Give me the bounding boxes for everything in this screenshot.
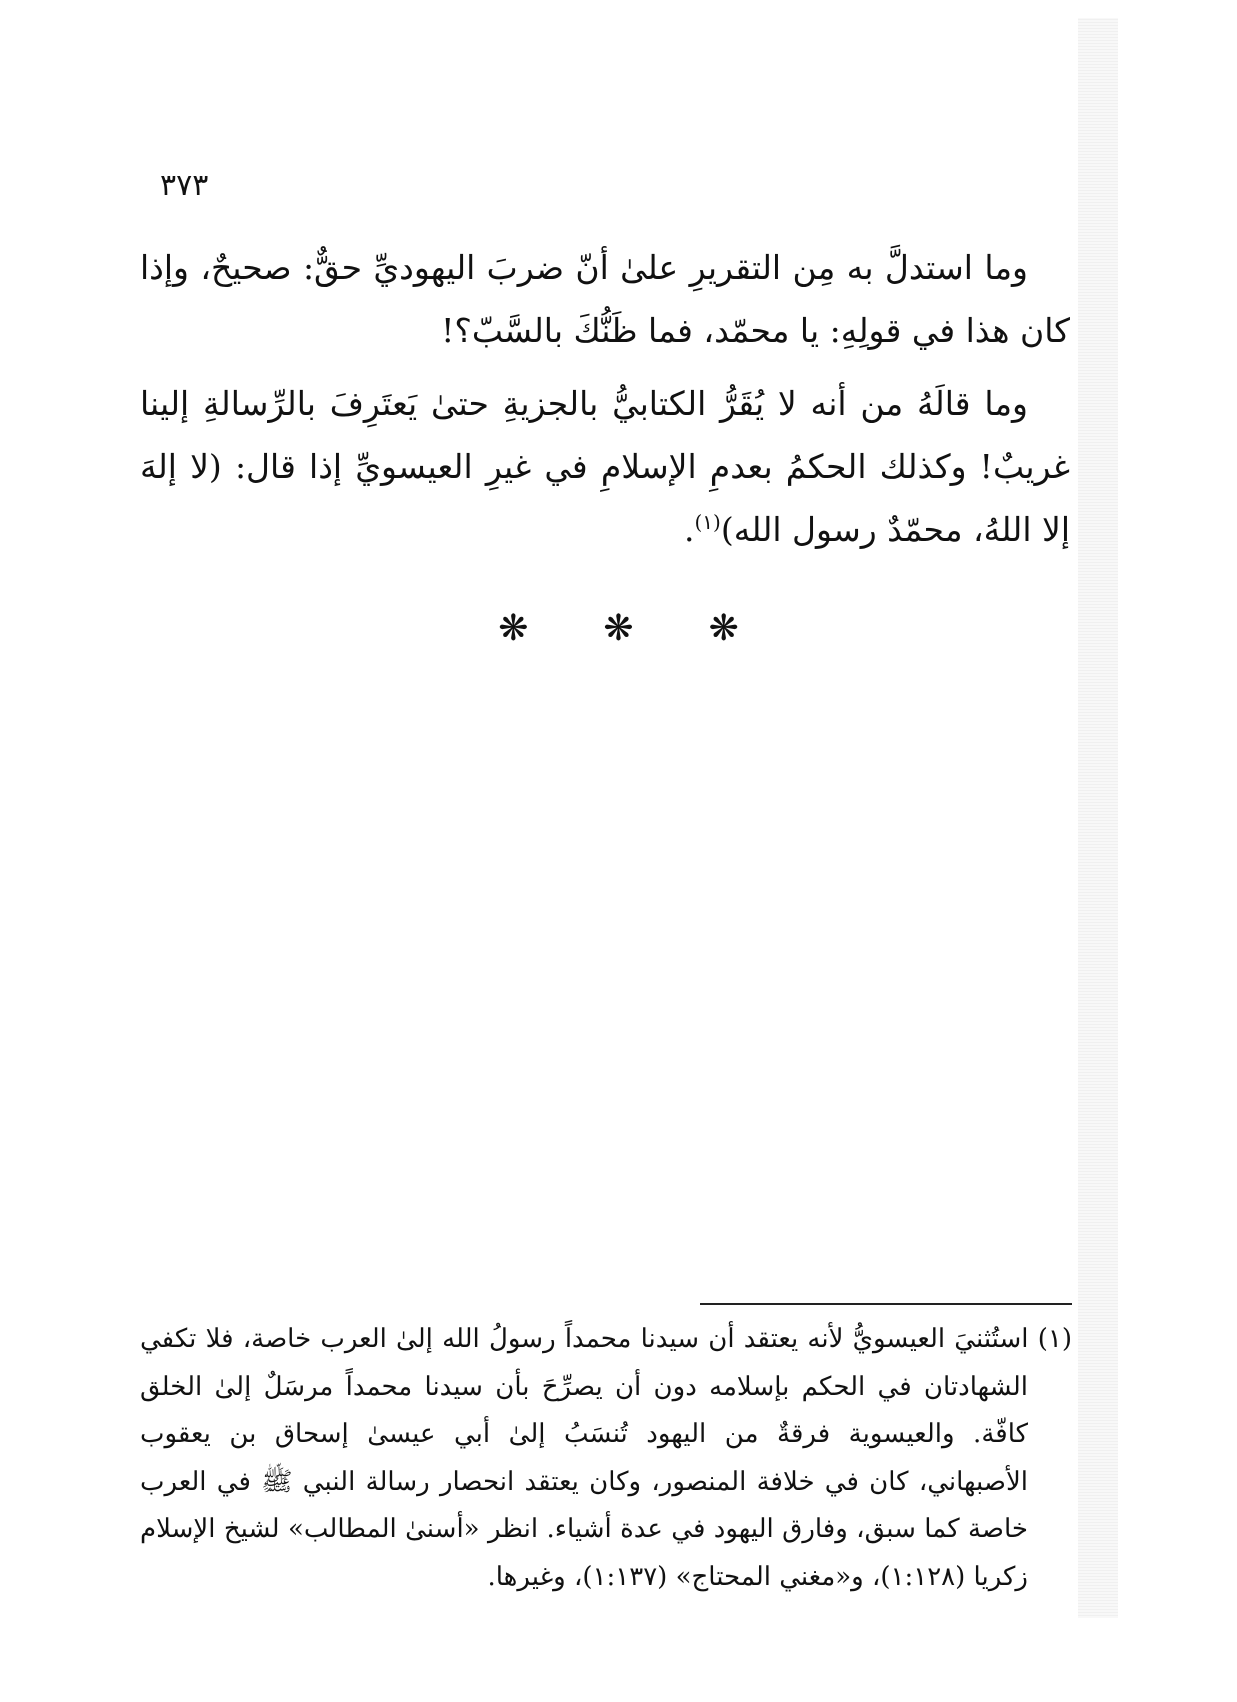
footnote-marker: (١)	[694, 510, 721, 534]
separator-star-icon: ❋	[603, 608, 634, 649]
separator-star-icon: ❋	[498, 608, 529, 649]
scan-edge-shadow	[1078, 18, 1118, 1618]
separator-star-icon: ❋	[708, 608, 739, 649]
paragraph-1: وما استدلَّ به مِن التقريرِ علىٰ أنّ ضربَ اليهوديِّ حقٌّ: صحيحٌ، وإذا كان هذا في قولِهِ: يا محمّد، فما ظَنُّكَ بالسَّبّ؟!	[140, 248, 1070, 350]
paragraph-2-end: .	[683, 510, 695, 549]
footnotes	[140, 1316, 1072, 1601]
footnote-1: (١) استُثنيَ العيسويُّ لأنه يعتقد أن سيدنا محمداً رسولُ الله إلىٰ العرب خاصة، فلا تكفي الشهادتان في الحكم بإسلامه دون أن يصرِّحَ بأن سيدنا محمداً مرسَلٌ إلىٰ الخلق كافّة. والعيسوية فرقةٌ من اليهود تُنسَبُ إلىٰ أبي عيسىٰ إسحاق بن يعقوب الأصبهاني، كان في خلافة المنصور، وكان يعتقد انحصار رسالة النبي ﷺ في العرب خاصة كما سبق، وفارق اليهود في عدة أشياء. انظر «أسنىٰ المطالب» لشيخ الإسلام زكريا (١:١٢٨)، و«مغني المحتاج» (١:١٣٧)، وغيرها.	[140, 1324, 1072, 1592]
footnote-divider	[700, 1303, 1072, 1305]
section-separator	[0, 608, 1237, 649]
paragraph-2	[140, 372, 1070, 561]
main-text	[140, 236, 1070, 571]
page-number: ٣٧٣	[160, 168, 209, 203]
paragraph-2-text: وما قالَهُ من أنه لا يُقَرُّ الكتابيُّ بالجزيةِ حتىٰ يَعتَرِفَ بالرِّسالةِ إلينا غريبٌ! وكذلك الحكمُ بعدمِ الإسلامِ في غيرِ العيسويِّ إذا قال: (لا إلهَ إلا اللهُ، محمّدٌ رسول الله)	[140, 384, 1070, 549]
